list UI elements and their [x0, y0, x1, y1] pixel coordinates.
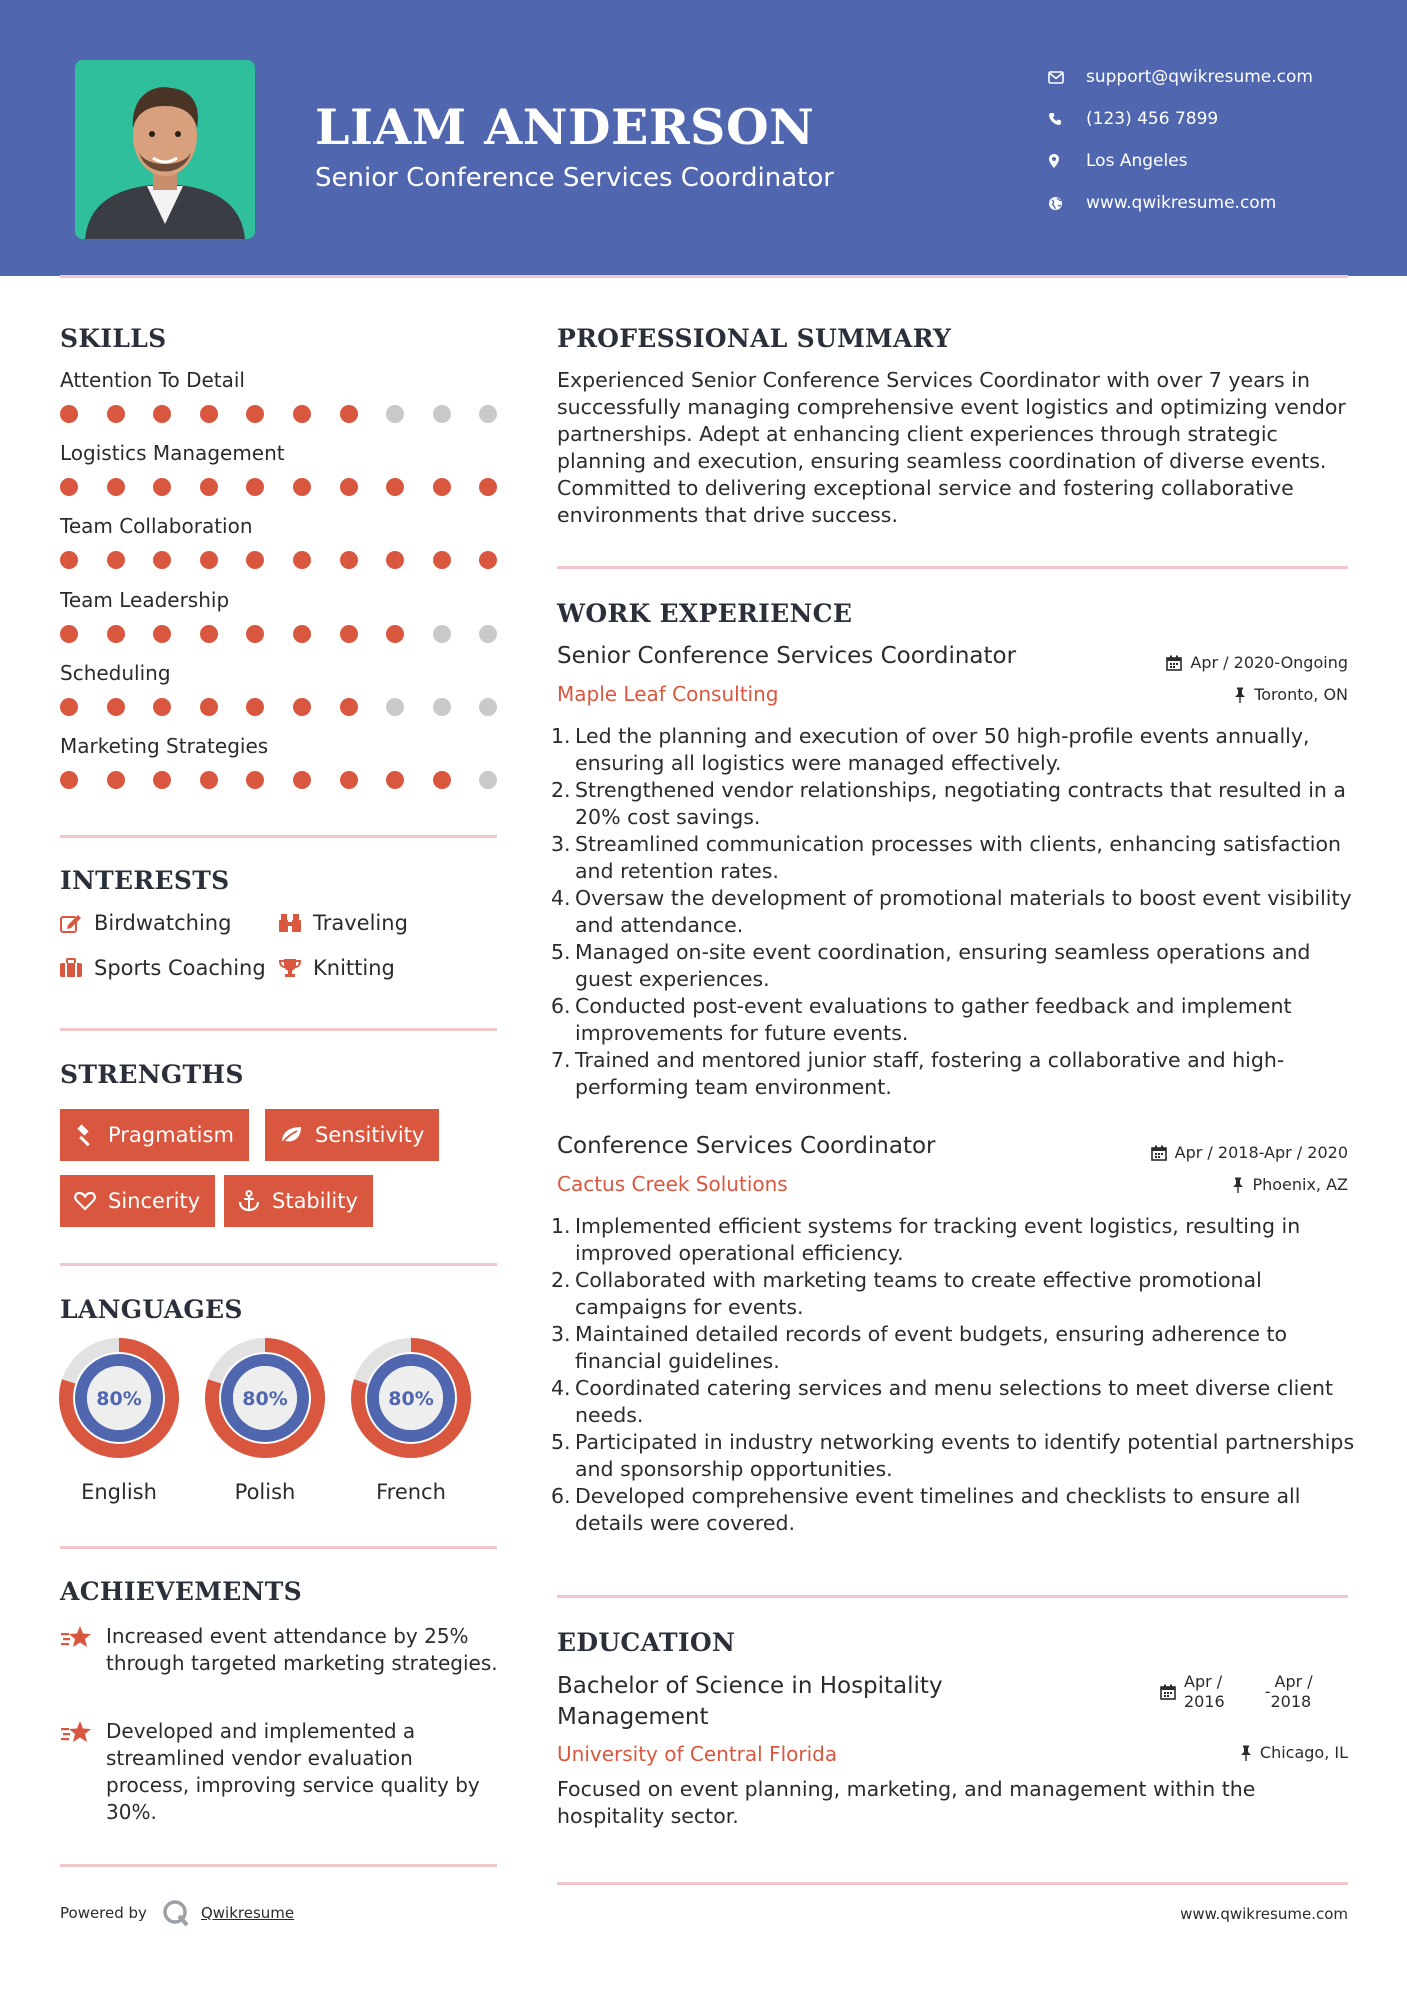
map-pin-icon — [1048, 153, 1086, 169]
contact-email[interactable] — [1048, 56, 1313, 98]
rating-dot-filled — [153, 478, 171, 496]
job-2-dates — [1151, 1143, 1348, 1162]
job-1-location-text: Toronto, ON — [1254, 685, 1348, 704]
skill-rating — [60, 698, 526, 716]
education-heading: EDUCATION — [557, 1628, 736, 1657]
footer-powered-label: Powered by — [60, 1904, 147, 1922]
education-location — [1240, 1743, 1348, 1762]
summary-text: Experienced Senior Conference Services Coordinator with over 7 years in successfully managing comprehensive event logistics and optimizing vendor partnerships. Adept at enhancing client experiences through strategic planning and execution, ensuring seamless coordination of diverse events. Committed to delivering exceptional service and fostering collaborative environments that drive success. — [557, 368, 1346, 527]
strength-tag-sensitivity — [265, 1109, 439, 1161]
achievement-text: Increased event attendance by 25% through targeted marketing strategies. — [106, 1624, 498, 1675]
interest-label: Birdwatching — [94, 911, 232, 935]
list-item: Trained and mentored junior staff, fostering a collaborative and high-performing team environment. — [575, 1048, 1285, 1099]
summary-divider — [557, 566, 1348, 569]
rating-dot-empty — [479, 698, 497, 716]
skill-name: Team Collaboration — [60, 514, 253, 539]
rating-dot-filled — [107, 625, 125, 643]
education-description: Focused on event planning, marketing, and management within the hospitality sector. — [557, 1777, 1256, 1828]
rating-dot-empty — [433, 698, 451, 716]
achievement-item — [60, 1623, 500, 1677]
skill-name: Logistics Management — [60, 441, 285, 466]
list-item: Implemented efficient systems for tracking event logistics, resulting in improved operational efficiency. — [575, 1214, 1301, 1265]
summary-heading: PROFESSIONAL SUMMARY — [557, 324, 952, 353]
skill-rating — [60, 405, 526, 423]
job-2-location — [1232, 1175, 1348, 1194]
rating-dot-filled — [340, 698, 358, 716]
rating-dot-filled — [433, 478, 451, 496]
rating-dot-empty — [433, 405, 451, 423]
star-icon — [60, 1720, 92, 1744]
contact-email-text[interactable]: support@qwikresume.com — [1086, 67, 1313, 87]
achievements-heading: ACHIEVEMENTS — [60, 1577, 302, 1606]
interest-birdwatching — [60, 911, 231, 935]
job-1-bullets — [575, 723, 1355, 1101]
job-2-dates-text: Apr / 2018-Apr / 2020 — [1174, 1143, 1348, 1162]
rating-dot-filled — [386, 551, 404, 569]
achievement-item — [60, 1718, 500, 1826]
experience-divider — [557, 1595, 1348, 1598]
strength-tag-stability — [224, 1175, 373, 1227]
contact-location — [1048, 140, 1313, 182]
education-end-date — [1271, 1672, 1313, 1712]
rating-dot-filled — [433, 771, 451, 789]
rating-dot-empty — [479, 771, 497, 789]
job-1-role: Senior Conference Services Coordinator — [557, 643, 1017, 669]
skill-rating — [60, 551, 526, 569]
rating-dot-filled — [479, 478, 497, 496]
language-percent: 80% — [388, 1388, 434, 1410]
list-item: Developed comprehensive event timelines and checklists to ensure all details were covered. — [575, 1484, 1301, 1535]
interest-traveling — [279, 911, 408, 935]
rating-dot-filled — [479, 551, 497, 569]
experience-heading: WORK EXPERIENCE — [557, 599, 853, 628]
contact-phone-text[interactable]: (123) 456 7899 — [1086, 109, 1219, 129]
job-1-company: Maple Leaf Consulting — [557, 682, 779, 706]
rating-dot-empty — [479, 625, 497, 643]
language-item — [351, 1338, 471, 1504]
rating-dot-filled — [386, 771, 404, 789]
pencil-square-icon — [60, 913, 82, 933]
binoculars-icon — [279, 913, 301, 933]
leaf-icon — [279, 1125, 303, 1145]
list-item: Coordinated catering services and menu selections to meet diverse client needs. — [575, 1376, 1334, 1427]
interest-sports-coaching — [60, 956, 266, 980]
rating-dot-filled — [293, 625, 311, 643]
education-end-month: Apr / — [1274, 1672, 1313, 1691]
rating-dot-filled — [60, 625, 78, 643]
job-2-company: Cactus Creek Solutions — [557, 1172, 788, 1196]
strength-label: Pragmatism — [108, 1123, 234, 1147]
rating-dot-empty — [433, 625, 451, 643]
language-name: French — [376, 1480, 446, 1504]
anchor-icon — [238, 1190, 260, 1212]
education-degree-line-1: Bachelor of Science in Hospitality — [557, 1673, 943, 1699]
rating-dot-filled — [246, 478, 264, 496]
achievement-text: Developed and implemented a streamlined vendor evaluation process, improving service quality by 30%. — [106, 1719, 480, 1824]
rating-dot-filled — [200, 625, 218, 643]
language-item — [59, 1338, 179, 1504]
interest-label: Sports Coaching — [94, 956, 266, 980]
profile-photo — [75, 60, 255, 239]
briefcase-icon — [60, 958, 82, 978]
rating-dot-filled — [153, 625, 171, 643]
footer-powered-by — [60, 1898, 294, 1928]
rating-dot-filled — [340, 478, 358, 496]
rating-dot-filled — [293, 405, 311, 423]
education-date-separator: - — [1264, 1682, 1271, 1701]
contact-location-text: Los Angeles — [1086, 151, 1188, 171]
achievements-divider — [60, 1864, 497, 1867]
education-start-month: Apr / — [1184, 1672, 1223, 1691]
languages-heading: LANGUAGES — [60, 1295, 243, 1324]
rating-dot-filled — [200, 478, 218, 496]
strengths-heading: STRENGTHS — [60, 1060, 244, 1089]
list-item: Managed on-site event coordination, ensuring seamless operations and guest experiences. — [575, 940, 1311, 991]
rating-dot-filled — [200, 698, 218, 716]
job-1-dates-text: Apr / 2020-Ongoing — [1190, 653, 1348, 672]
rating-dot-filled — [200, 405, 218, 423]
globe-icon — [1048, 196, 1086, 211]
rating-dot-filled — [153, 551, 171, 569]
phone-icon — [1048, 112, 1086, 126]
languages-divider — [60, 1546, 497, 1549]
interest-knitting — [279, 956, 395, 980]
list-item: Collaborated with marketing teams to create effective promotional campaigns for events. — [575, 1268, 1262, 1319]
skill-name: Scheduling — [60, 660, 171, 685]
rating-dot-filled — [293, 478, 311, 496]
interest-label: Traveling — [313, 911, 408, 935]
education-degree-line-2: Management — [557, 1704, 709, 1730]
pushpin-icon — [1232, 1177, 1244, 1193]
rating-dot-filled — [107, 698, 125, 716]
language-ring — [351, 1338, 471, 1458]
rating-dot-filled — [340, 405, 358, 423]
strength-label: Sincerity — [108, 1189, 201, 1213]
rating-dot-filled — [340, 771, 358, 789]
rating-dot-empty — [386, 698, 404, 716]
rating-dot-filled — [340, 625, 358, 643]
candidate-title: Senior Conference Services Coordinator — [315, 163, 834, 193]
candidate-name: LIAM ANDERSON — [315, 98, 815, 156]
education-start-year: 2016 — [1184, 1692, 1225, 1711]
skill-rating — [60, 625, 526, 643]
language-name: English — [81, 1480, 157, 1504]
job-2-bullets — [575, 1213, 1355, 1537]
rating-dot-filled — [153, 698, 171, 716]
rating-dot-empty — [386, 405, 404, 423]
rating-dot-filled — [340, 551, 358, 569]
rating-dot-filled — [153, 405, 171, 423]
job-1-dates — [1166, 653, 1348, 672]
contact-website-text[interactable]: www.qwikresume.com — [1086, 193, 1277, 213]
education-divider — [557, 1882, 1348, 1885]
skill-rating — [60, 478, 526, 496]
rating-dot-filled — [386, 478, 404, 496]
calendar-icon — [1166, 655, 1182, 671]
language-ring — [205, 1338, 325, 1458]
rating-dot-filled — [107, 551, 125, 569]
education-location-text: Chicago, IL — [1259, 1743, 1348, 1762]
skills-divider — [60, 835, 497, 838]
rating-dot-filled — [60, 405, 78, 423]
list-item: Streamlined communication processes with clients, enhancing satisfaction and retention rates. — [575, 832, 1341, 883]
job-2-role: Conference Services Coordinator — [557, 1133, 936, 1159]
strength-label: Stability — [272, 1189, 358, 1213]
skill-name: Marketing Strategies — [60, 734, 269, 758]
rating-dot-filled — [200, 551, 218, 569]
envelope-icon — [1048, 71, 1086, 84]
pushpin-icon — [1234, 687, 1246, 703]
footer-website[interactable]: www.qwikresume.com — [1180, 1905, 1348, 1923]
header-banner — [0, 0, 1407, 276]
language-percent: 80% — [242, 1388, 288, 1410]
rating-dot-filled — [107, 771, 125, 789]
rating-dot-filled — [246, 625, 264, 643]
language-ring — [59, 1338, 179, 1458]
star-icon — [60, 1625, 92, 1649]
contact-phone[interactable] — [1048, 98, 1313, 140]
list-item: Led the planning and execution of over 50 high-profile events annually, ensuring all logistics were managed effectively. — [575, 724, 1310, 775]
education-school: University of Central Florida — [557, 1742, 838, 1766]
language-item — [205, 1338, 325, 1504]
interest-label: Knitting — [313, 956, 395, 980]
education-end-year: 2018 — [1270, 1692, 1312, 1711]
education-dates — [1160, 1672, 1313, 1712]
header-divider — [60, 275, 1348, 278]
rating-dot-filled — [433, 551, 451, 569]
rating-dot-filled — [107, 405, 125, 423]
pushpin-icon — [1240, 1745, 1252, 1761]
rating-dot-filled — [246, 771, 264, 789]
rating-dot-filled — [107, 478, 125, 496]
strength-tag-pragmatism — [60, 1109, 249, 1161]
list-item: Conducted post-event evaluations to gather feedback and implement improvements for future events. — [575, 994, 1292, 1045]
rating-dot-filled — [293, 551, 311, 569]
interests-heading: INTERESTS — [60, 866, 230, 895]
skill-name: Attention To Detail — [60, 368, 245, 392]
rating-dot-filled — [60, 771, 78, 789]
strength-label: Sensitivity — [315, 1123, 425, 1147]
language-percent: 80% — [96, 1388, 142, 1410]
skill-rating — [60, 771, 526, 789]
rating-dot-filled — [246, 698, 264, 716]
rating-dot-filled — [246, 405, 264, 423]
contact-list — [1048, 56, 1313, 224]
qwikresume-logo-icon — [161, 1898, 191, 1928]
contact-website[interactable] — [1048, 182, 1313, 224]
job-1-location — [1234, 685, 1348, 704]
rating-dot-filled — [60, 698, 78, 716]
rating-dot-filled — [293, 698, 311, 716]
rating-dot-empty — [479, 405, 497, 423]
skill-name: Team Leadership — [60, 587, 230, 612]
strengths-divider — [60, 1263, 497, 1266]
education-degree — [557, 1671, 943, 1733]
footer-brand-link[interactable]: Qwikresume — [200, 1904, 295, 1922]
rating-dot-filled — [246, 551, 264, 569]
gavel-icon — [74, 1124, 96, 1146]
list-item: Strengthened vendor relationships, negotiating contracts that resulted in a 20% cost savings. — [575, 778, 1346, 829]
heart-icon — [74, 1191, 96, 1211]
language-name: Polish — [234, 1480, 296, 1504]
calendar-icon — [1151, 1145, 1167, 1161]
education-start-date — [1184, 1672, 1225, 1712]
rating-dot-filled — [153, 771, 171, 789]
list-item: Oversaw the development of promotional materials to boost event visibility and attendance. — [575, 886, 1352, 937]
rating-dot-filled — [386, 625, 404, 643]
trophy-icon — [279, 958, 301, 978]
strength-tag-sincerity — [60, 1175, 215, 1227]
skills-heading: SKILLS — [60, 324, 167, 353]
rating-dot-filled — [293, 771, 311, 789]
job-2-location-text: Phoenix, AZ — [1252, 1175, 1348, 1194]
rating-dot-filled — [200, 771, 218, 789]
calendar-icon — [1160, 1684, 1176, 1700]
list-item: Participated in industry networking events to identify potential partnerships and sponsorship opportunities. — [575, 1430, 1355, 1481]
rating-dot-filled — [60, 551, 78, 569]
rating-dot-filled — [60, 478, 78, 496]
interests-divider — [60, 1028, 497, 1031]
list-item: Maintained detailed records of event budgets, ensuring adherence to financial guidelines. — [575, 1322, 1288, 1373]
